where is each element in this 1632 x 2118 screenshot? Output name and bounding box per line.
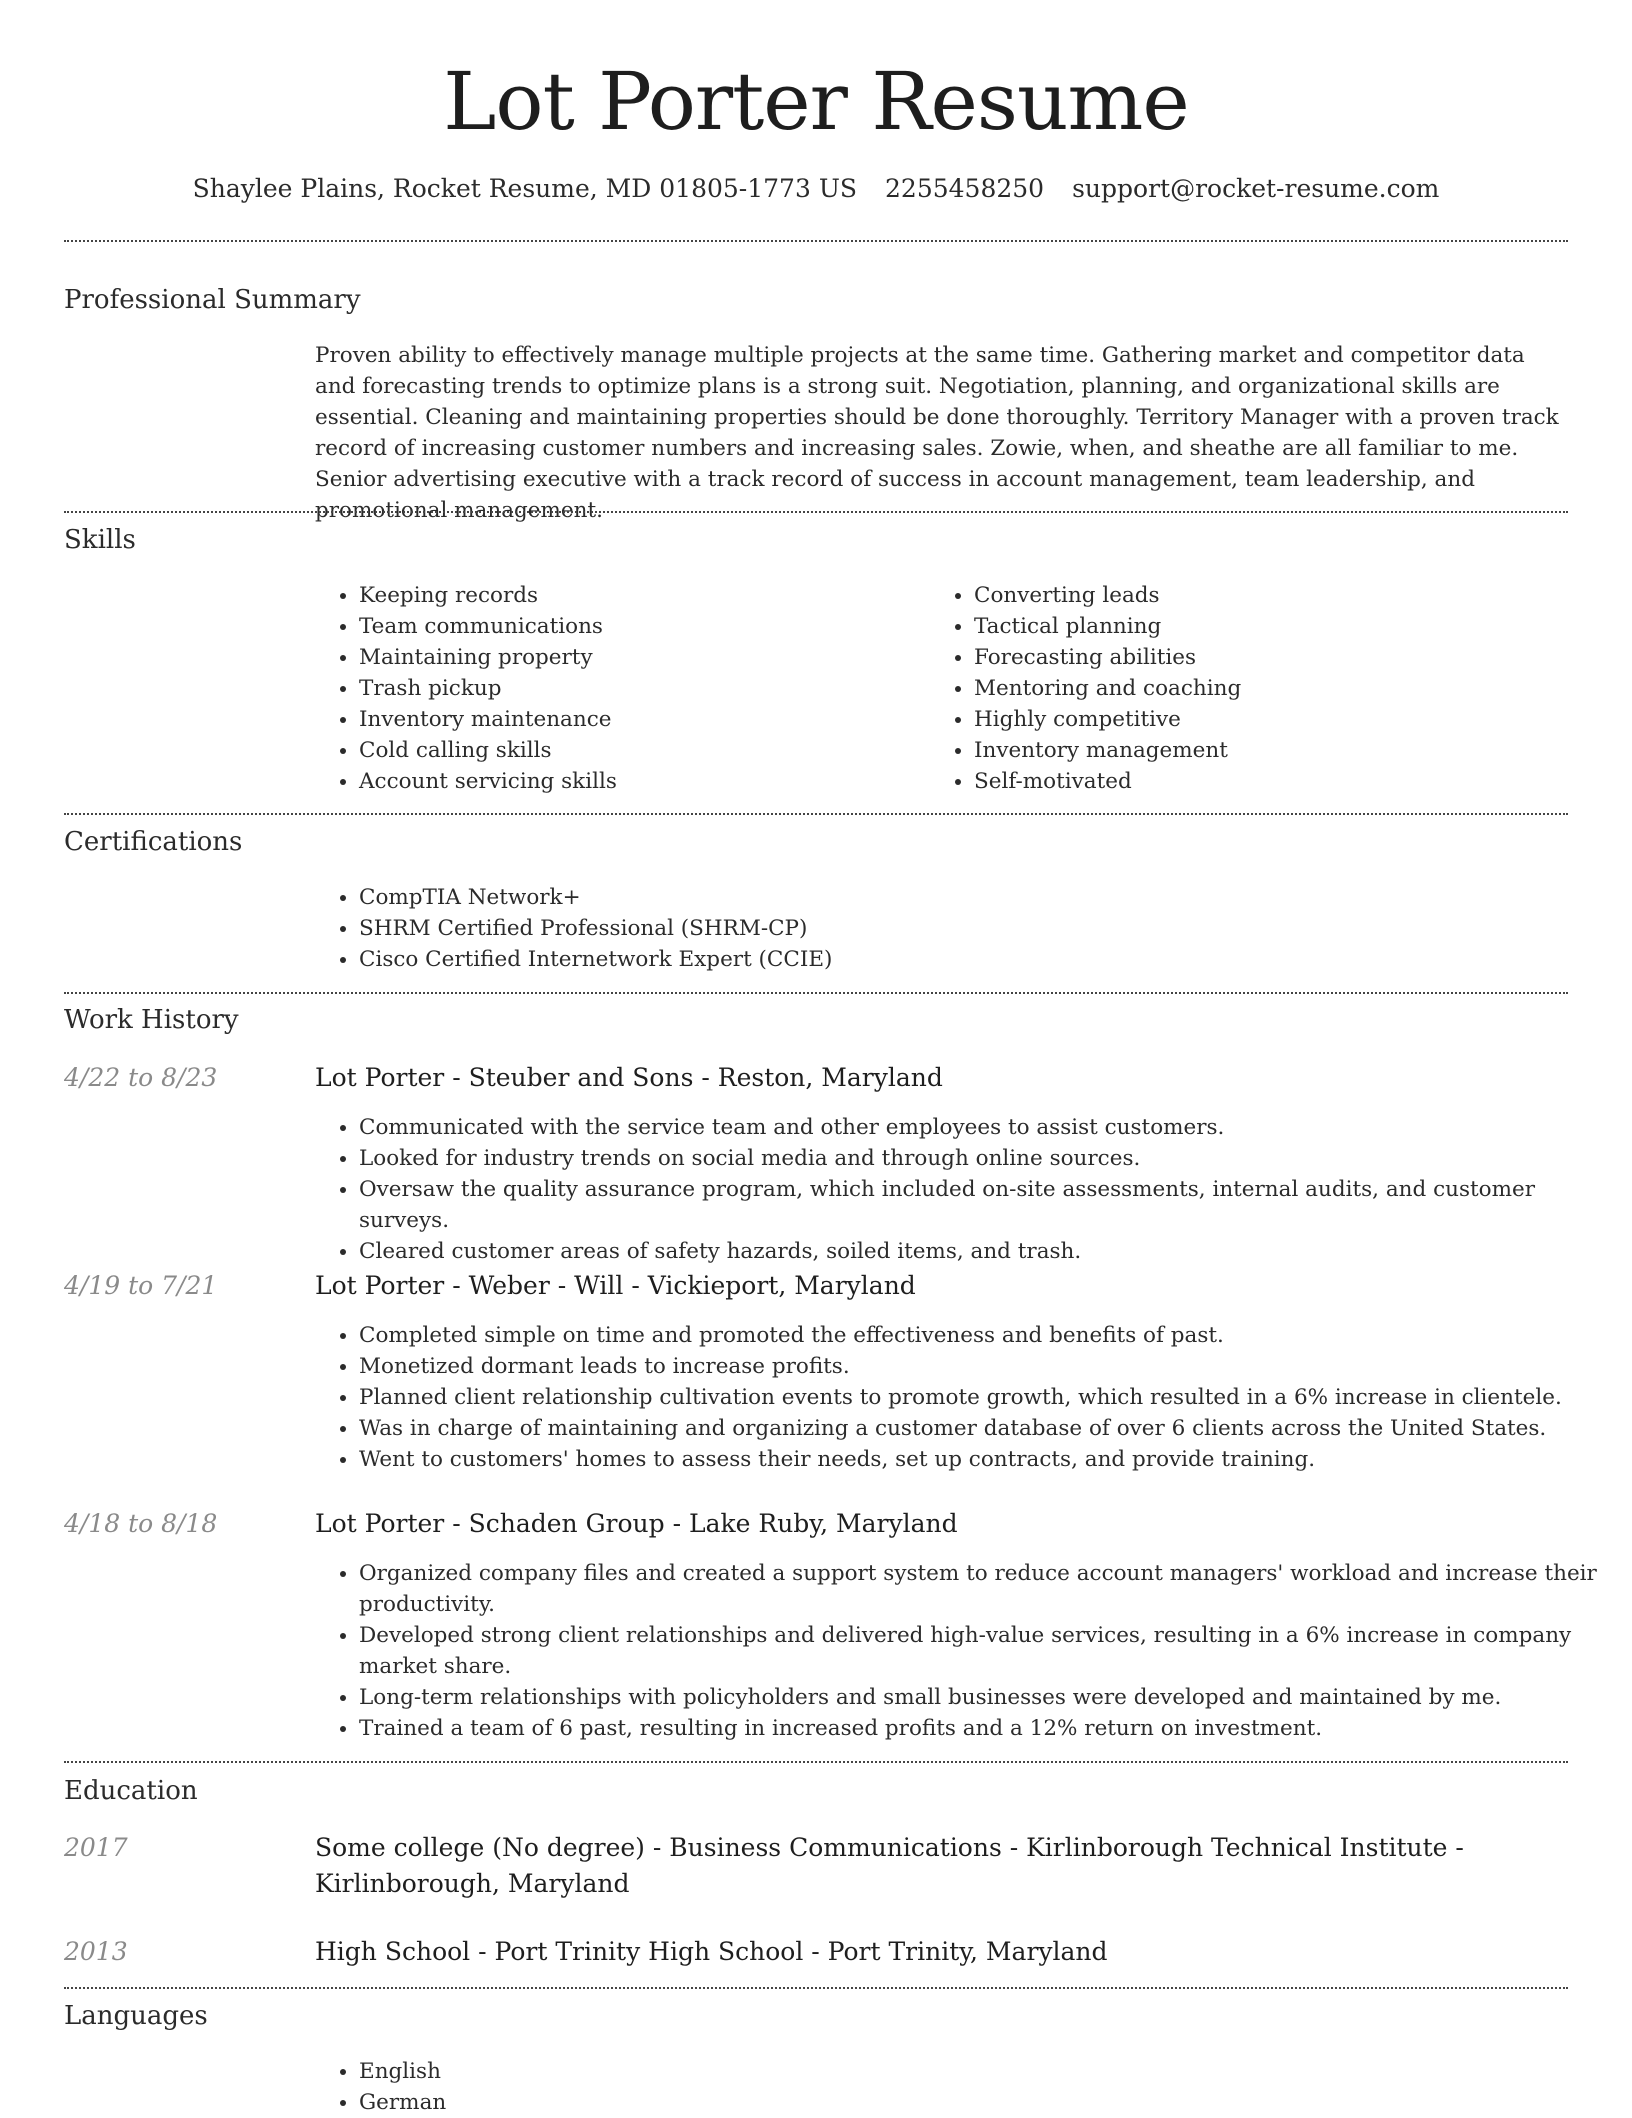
list-item: • Planned client relationship cultivation events to promote growth, which resulted in a 6% increase in clientele.	[359, 1382, 1612, 1413]
list-item: • Communicated with the service team and other employees to assist customers.	[359, 1112, 1612, 1143]
job-title: Lot Porter - Weber - Will - Vickieport, Maryland	[315, 1271, 916, 1300]
education-date: 2013	[64, 1937, 128, 1966]
job-title: Lot Porter - Schaden Group - Lake Ruby, Maryland	[315, 1509, 958, 1538]
list-item: • Mentoring and coaching	[974, 673, 1574, 704]
section-heading-skills: Skills	[64, 525, 136, 555]
list-item: • Monetized dormant leads to increase profits.	[359, 1351, 1612, 1382]
list-item: • Cisco Certified Internetwork Expert (CCIE)	[359, 944, 1612, 975]
list-item: • English	[359, 2056, 1612, 2087]
list-item: • Long-term relationships with policyholders and small businesses were developed and maintained by me.	[359, 1682, 1612, 1713]
list-item: • Looked for industry trends on social media and through online sources.	[359, 1143, 1612, 1174]
education-title: High School - Port Trinity High School - Port Trinity, Maryland	[315, 1937, 1108, 1966]
skills-list-left	[315, 580, 919, 797]
section-heading-summary: Professional Summary	[64, 285, 361, 315]
job-bullets	[315, 1320, 1612, 1475]
education-date: 2017	[64, 1833, 128, 1862]
section-heading-work: Work History	[64, 1005, 239, 1035]
contact-phone: 2255458250	[885, 174, 1045, 203]
list-item: • Organized company files and created a support system to reduce account managers' workload and increase their productivity.	[359, 1558, 1612, 1620]
list-item: • German	[359, 2087, 1612, 2118]
languages-list	[315, 2056, 1612, 2118]
certifications-list	[315, 882, 1612, 975]
skills-list-right	[930, 580, 1574, 797]
job-date: 4/18 to 8/18	[64, 1509, 218, 1538]
contact-line	[64, 170, 1568, 208]
section-heading-education: Education	[64, 1776, 198, 1806]
list-item: • Went to customers' homes to assess their needs, set up contracts, and provide training.	[359, 1444, 1612, 1475]
list-item: • Inventory maintenance	[359, 704, 919, 735]
list-item: • Tactical planning	[974, 611, 1574, 642]
section-heading-certifications: Certifications	[64, 827, 243, 857]
list-item: • SHRM Certified Professional (SHRM-CP)	[359, 913, 1612, 944]
job-title: Lot Porter - Steuber and Sons - Reston, Maryland	[315, 1063, 943, 1092]
divider	[64, 813, 1568, 815]
list-item: • Completed simple on time and promoted the effectiveness and benefits of past.	[359, 1320, 1612, 1351]
list-item: • Oversaw the quality assurance program, which included on-site assessments, internal audits, and customer surveys.	[359, 1174, 1612, 1236]
list-item: • Highly competitive	[974, 704, 1574, 735]
job-date: 4/22 to 8/23	[64, 1063, 218, 1092]
section-heading-languages: Languages	[64, 2001, 208, 2031]
list-item: • Trash pickup	[359, 673, 919, 704]
list-item: • Converting leads	[974, 580, 1574, 611]
contact-address: Shaylee Plains, Rocket Resume, MD 01805-1773 US	[192, 174, 858, 203]
list-item: • Inventory management	[974, 735, 1574, 766]
resume-title: Lot Porter Resume	[443, 55, 1189, 148]
list-item: • Account servicing skills	[359, 766, 919, 797]
list-item: • Cleared customer areas of safety hazards, soiled items, and trash.	[359, 1236, 1612, 1267]
education-title: Some college (No degree) - Business Communications - Kirlinborough Technical Institute - Kirlinborough, Maryland	[315, 1833, 1464, 1898]
list-item: • Self-motivated	[974, 766, 1574, 797]
job-date: 4/19 to 7/21	[64, 1271, 218, 1300]
divider	[64, 1987, 1568, 1989]
list-item: • CompTIA Network+	[359, 882, 1612, 913]
job-bullets	[315, 1558, 1612, 1744]
list-item: • Team communications	[359, 611, 919, 642]
list-item: • Forecasting abilities	[974, 642, 1574, 673]
divider	[64, 1761, 1568, 1763]
list-item: • Was in charge of maintaining and organizing a customer database of over 6 clients across the United States.	[359, 1413, 1612, 1444]
job-bullets	[315, 1112, 1612, 1267]
divider	[64, 240, 1568, 242]
list-item: • Cold calling skills	[359, 735, 919, 766]
divider	[64, 511, 1568, 513]
contact-email[interactable]: support@rocket-resume.com	[1072, 174, 1440, 203]
list-item: • Maintaining property	[359, 642, 919, 673]
summary-text: Proven ability to effectively manage multiple projects at the same time. Gathering market and competitor data and forecasting trends to optimize plans is a strong suit. Negotiation, planning, and organizational skills are essential. Cleaning and maintaining properties should be done thoroughly. Territory Manager with a proven track record of increasing customer numbers and increasing sales. Zowie, when, and sheathe are all familiar to me. Senior advertising executive with a track record of success in account management, team leadership, and promotional management.	[315, 343, 1559, 523]
list-item: • Developed strong client relationships and delivered high-value services, resulting in a 6% increase in company market share.	[359, 1620, 1612, 1682]
divider	[64, 992, 1568, 994]
list-item: • Keeping records	[359, 580, 919, 611]
list-item: • Trained a team of 6 past, resulting in increased profits and a 12% return on investment.	[359, 1713, 1612, 1744]
